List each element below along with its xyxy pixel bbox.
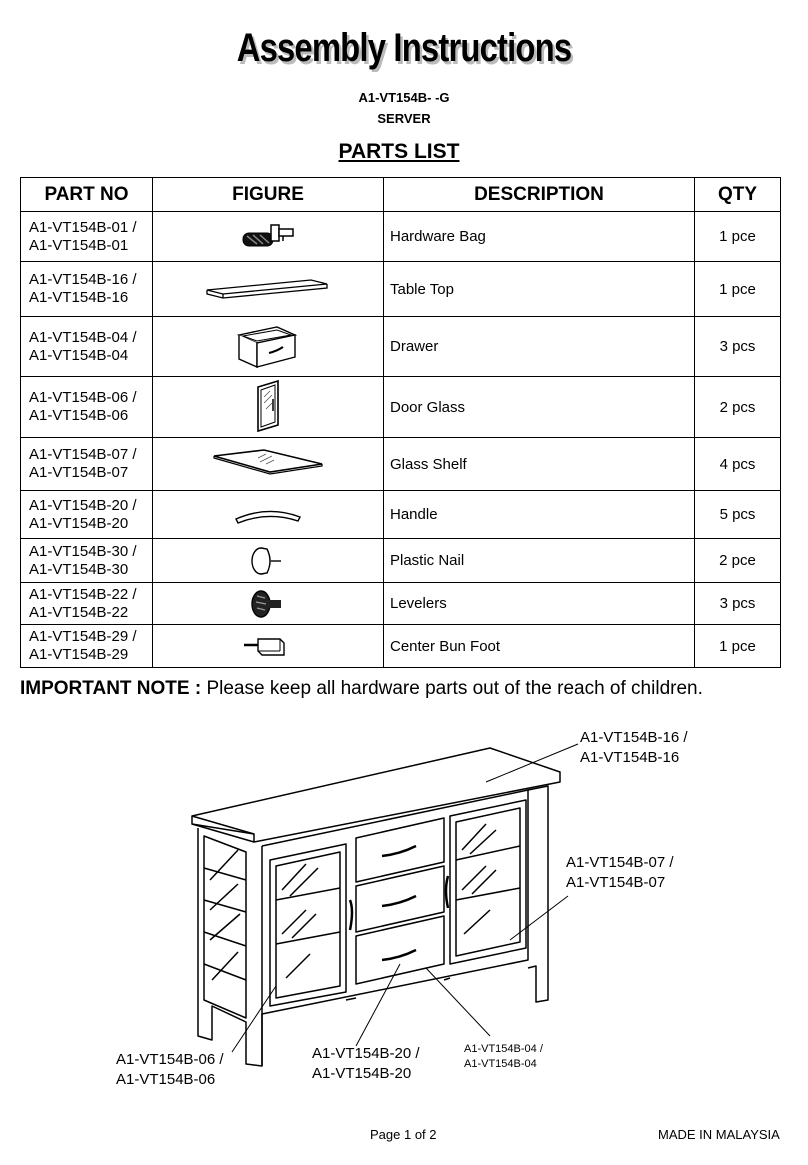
table-row [21,377,781,438]
figure-cell [153,317,384,377]
qty-cell: 4 pcs [695,438,781,491]
description-cell: Plastic Nail [384,539,695,583]
part-no-cell: A1-VT154B-20 / A1-VT154B-20 [21,491,153,539]
description-cell: Drawer [384,317,695,377]
door-glass-icon [248,379,288,435]
part-no-cell: A1-VT154B-16 / A1-VT154B-16 [21,262,153,317]
part-no-cell: A1-VT154B-30 / A1-VT154B-30 [21,539,153,583]
table-row [21,262,781,317]
parts-table [20,177,781,668]
description-cell: Door Glass [384,377,695,438]
page-number: Page 1 of 2 [370,1127,437,1142]
table-row [21,212,781,262]
glass-shelf-icon [208,444,328,484]
figure-cell [153,438,384,491]
diagram-left-side [198,828,262,1066]
bun-foot-icon [238,629,298,663]
note-text: Please keep all hardware parts out of the reach of children. [201,678,703,699]
figure-cell [153,212,384,262]
qty-cell: 2 pce [695,539,781,583]
col-header-description: DESCRIPTION [384,178,695,212]
figure-cell [153,625,384,668]
description-cell: Levelers [384,583,695,625]
callout-table-top: A1-VT154B-16 / A1-VT154B-16 [580,729,688,766]
drawer-icon [233,321,303,373]
figure-cell [153,491,384,539]
col-header-qty: QTY [695,178,781,212]
description-cell: Handle [384,491,695,539]
model-number: A1-VT154B- -G [358,90,450,105]
qty-cell: 3 pcs [695,317,781,377]
note-label: IMPORTANT NOTE : [20,678,202,699]
description-cell: Hardware Bag [384,212,695,262]
part-no-cell: A1-VT154B-22 / A1-VT154B-22 [21,583,153,625]
diagram-left-door [270,844,346,1006]
callout-door-glass: A1-VT154B-06 / A1-VT154B-06 [116,1051,224,1088]
product-name: SERVER [377,111,431,126]
important-note [20,678,703,700]
parts-list-heading: PARTS LIST [338,140,460,163]
description-cell: Center Bun Foot [384,625,695,668]
callout-glass-shelf: A1-VT154B-07 / A1-VT154B-07 [566,854,674,891]
table-row [21,317,781,377]
figure-cell [153,377,384,438]
figure-cell [153,583,384,625]
handle-icon [228,503,308,527]
col-header-figure: FIGURE [153,178,384,212]
qty-cell: 1 pce [695,625,781,668]
document-title: Assembly Instructions [236,26,572,70]
made-in: MADE IN MALAYSIA [658,1127,780,1142]
description-cell: Glass Shelf [384,438,695,491]
table-row [21,491,781,539]
part-no-cell: A1-VT154B-01 / A1-VT154B-01 [21,212,153,262]
qty-cell: 3 pcs [695,583,781,625]
qty-cell: 1 pce [695,212,781,262]
table-row [21,438,781,491]
figure-cell [153,262,384,317]
qty-cell: 1 pce [695,262,781,317]
part-no-cell: A1-VT154B-29 / A1-VT154B-29 [21,625,153,668]
part-no-cell: A1-VT154B-04 / A1-VT154B-04 [21,317,153,377]
qty-cell: 5 pcs [695,491,781,539]
table-header-row [21,178,781,212]
table-top-icon [203,274,333,304]
diagram-front-frame [262,790,528,1014]
diagram-right-door [450,800,526,964]
figure-cell [153,539,384,583]
diagram-drawer-2 [356,866,444,932]
qty-cell: 2 pcs [695,377,781,438]
callout-drawer: A1-VT154B-04 / A1-VT154B-04 [464,1043,543,1070]
part-no-cell: A1-VT154B-07 / A1-VT154B-07 [21,438,153,491]
hardware-bag-icon [233,217,303,257]
part-no-cell: A1-VT154B-06 / A1-VT154B-06 [21,377,153,438]
leveler-icon [243,586,293,622]
table-row [21,625,781,668]
table-row [21,583,781,625]
plastic-nail-icon [243,543,293,579]
callout-handle: A1-VT154B-20 / A1-VT154B-20 [312,1045,420,1082]
table-row [21,539,781,583]
col-header-part-no: PART NO [21,178,153,212]
description-cell: Table Top [384,262,695,317]
diagram-drawer-1 [356,818,444,882]
